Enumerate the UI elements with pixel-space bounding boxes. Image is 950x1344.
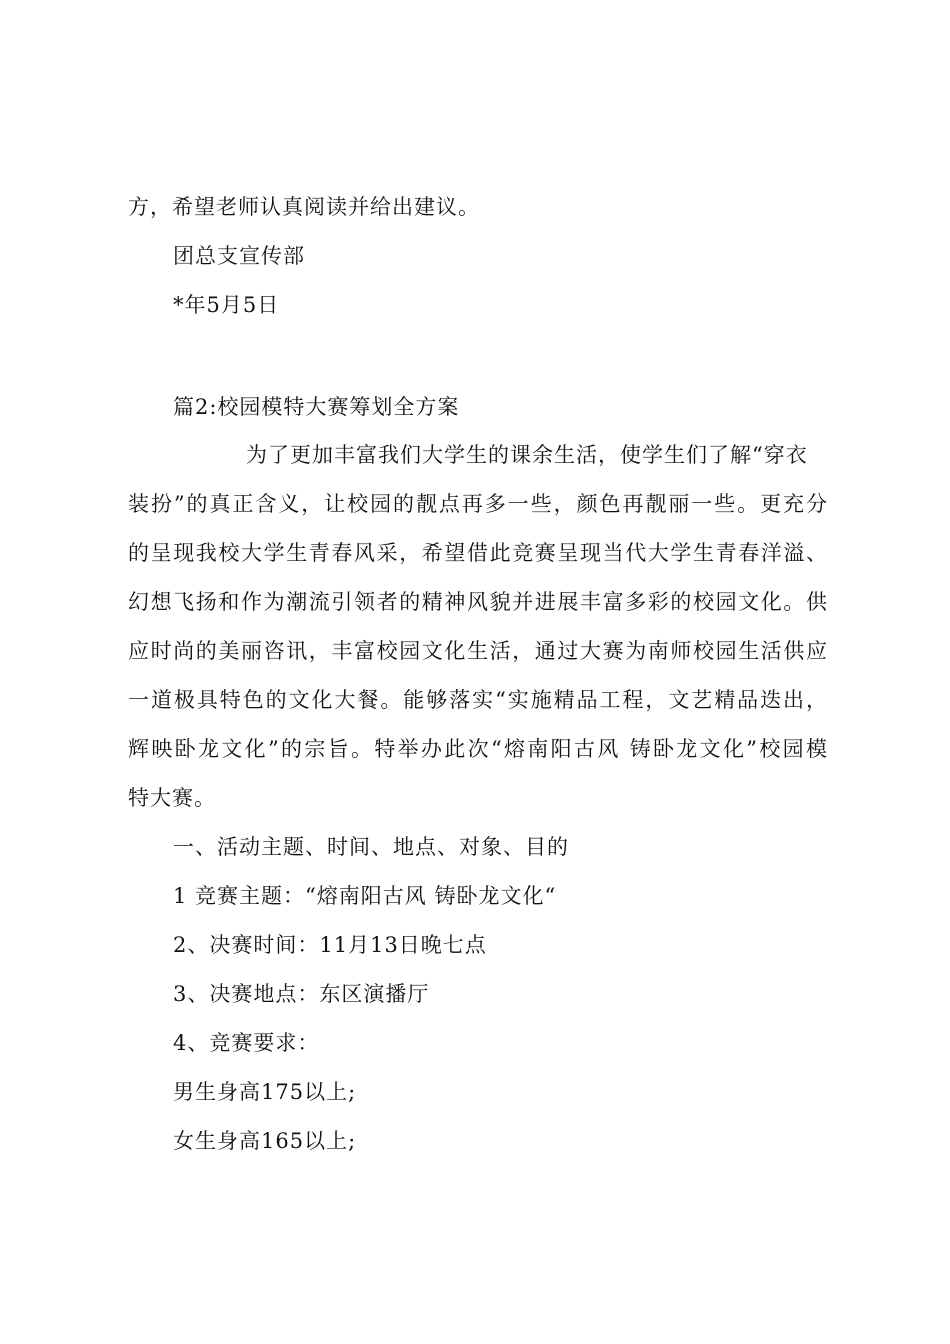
list-item: 4、竞赛要求： <box>173 1031 320 1055</box>
list-item: 1 竞赛主题：“熔南阳古风 铸卧龙文化“ <box>173 884 557 908</box>
list-item: 2、决赛时间：11月13日晚七点 <box>173 933 487 957</box>
paragraph-line: 一道极具特色的文化大餐。能够落实“实施精品工程，文艺精品迭出， <box>128 688 828 712</box>
requirement-line: 男生身高175以上; <box>173 1080 357 1104</box>
requirement-line: 女生身高165以上; <box>173 1129 357 1153</box>
paragraph-line: 装扮”的真正含义，让校园的靓点再多一些，颜色再靓丽一些。更充分 <box>128 492 828 516</box>
section-heading: 篇2:校园模特大赛筹划全方案 <box>173 395 460 419</box>
signature-date: *年5月5日 <box>173 293 280 317</box>
paragraph-line: 应时尚的美丽咨讯，丰富校园文化生活，通过大赛为南师校园生活供应 <box>128 639 828 663</box>
closing-line: 方，希望老师认真阅读并给出建议。 <box>128 195 480 219</box>
paragraph-line: 幻想飞扬和作为潮流引领者的精神风貌并进展丰富多彩的校园文化。供 <box>128 590 828 614</box>
paragraph-line: 的呈现我校大学生青春风采，希望借此竞赛呈现当代大学生青春洋溢、 <box>128 541 828 565</box>
part-title: 一、活动主题、时间、地点、对象、目的 <box>173 835 569 859</box>
paragraph-line: 特大赛。 <box>128 786 216 810</box>
signature-org: 团总支宣传部 <box>173 244 305 268</box>
paragraph-line: 辉映卧龙文化”的宗旨。特举办此次“熔南阳古风 铸卧龙文化”校园模 <box>128 737 828 761</box>
paragraph-line: 为了更加丰富我们大学生的课余生活，使学生们了解“穿衣 <box>246 443 808 467</box>
list-item: 3、决赛地点：东区演播厅 <box>173 982 430 1006</box>
